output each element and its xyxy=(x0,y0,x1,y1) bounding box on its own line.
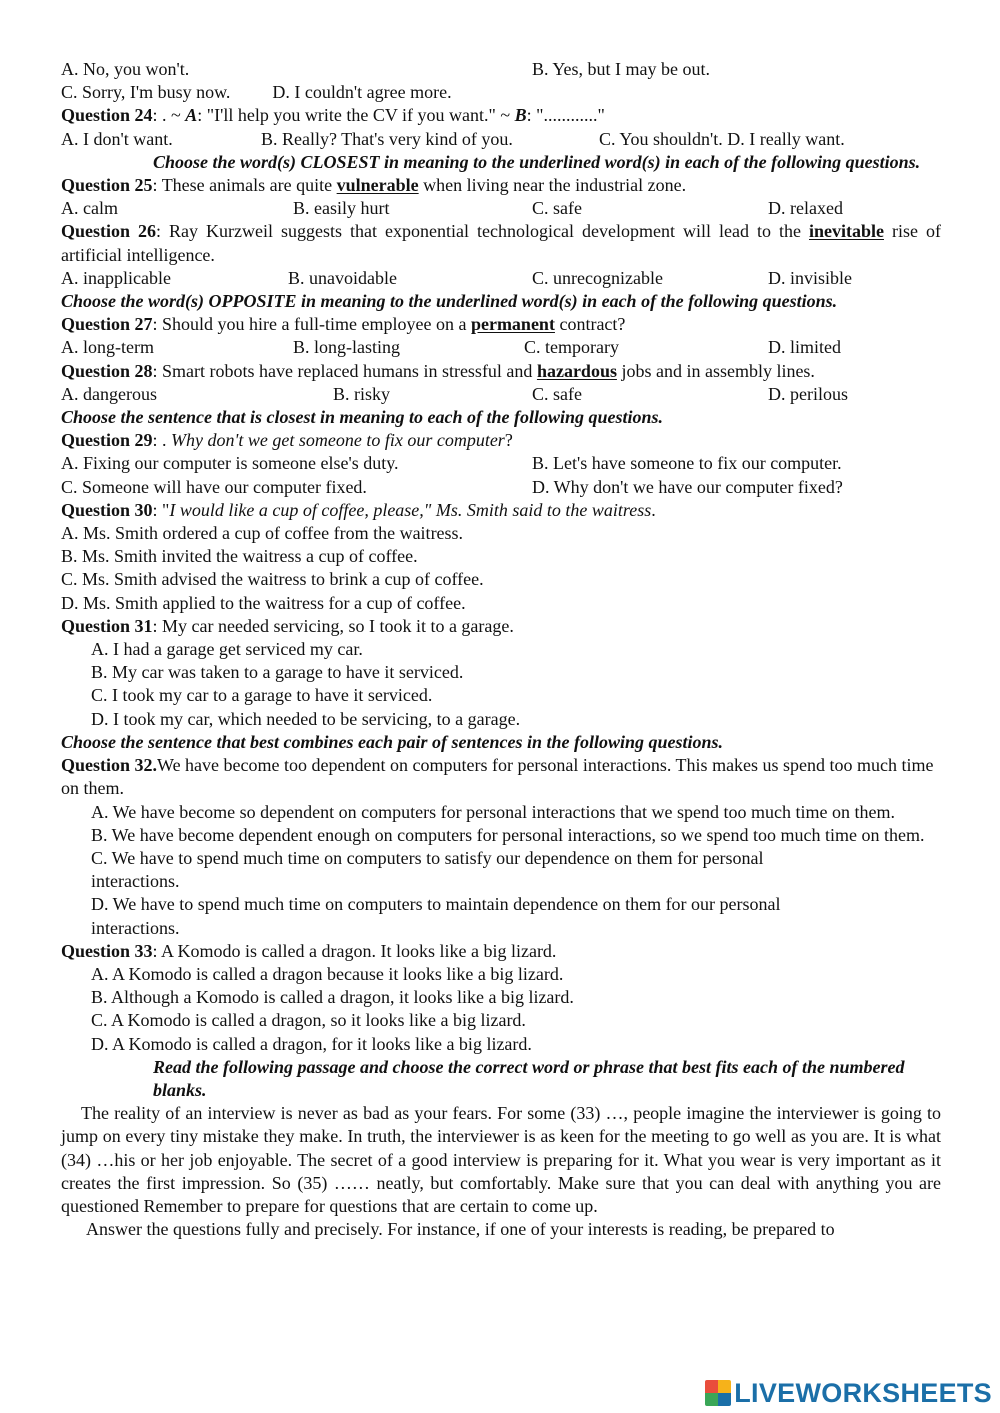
q29-option-b[interactable]: B. Let's have someone to fix our computer. xyxy=(532,453,842,474)
underlined-word: vulnerable xyxy=(336,175,419,196)
q32-stem xyxy=(61,754,941,800)
question-label: Question 26 xyxy=(61,221,157,242)
q28-stem xyxy=(61,360,941,383)
q29-text-2: ? xyxy=(504,430,513,451)
q25-stem xyxy=(61,174,941,197)
q25-option-d[interactable]: D. relaxed xyxy=(768,198,843,219)
question-label: Question 27 xyxy=(61,314,153,335)
q29-option-a[interactable]: A. Fixing our computer is someone else's duty. xyxy=(61,453,399,474)
instruction-opposite: Choose the word(s) OPPOSITE in meaning to the underlined word(s) in each of the following questions. xyxy=(61,291,838,312)
q33-option-d[interactable]: D. A Komodo is called a dragon, for it looks like a big lizard. xyxy=(91,1033,532,1054)
q30-option-c[interactable]: C. Ms. Smith advised the waitress to brink a cup of coffee. xyxy=(61,569,484,590)
q24-option-a[interactable]: A. I don't want. xyxy=(61,128,173,149)
q28-option-c[interactable]: C. safe xyxy=(532,383,582,404)
q30-text-2: . xyxy=(651,499,656,520)
q23-options-row2 xyxy=(61,81,941,104)
q27-options xyxy=(61,336,941,359)
q28-text-2: jobs and in assembly lines. xyxy=(616,360,815,381)
q23-option-b[interactable]: B. Yes, but I may be out. xyxy=(532,59,711,79)
q32-text: We have become too dependent on computers for personal interactions. This makes us spend too much time on them. xyxy=(61,755,934,799)
q30-italic-text: I would like a cup of coffee, please," Ms. Smith said to the waitress xyxy=(169,499,652,520)
liveworksheets-logo xyxy=(705,1378,992,1408)
q26-option-b[interactable]: B. unavoidable xyxy=(288,267,397,288)
q29-stem xyxy=(61,429,941,452)
q27-text-2: contract? xyxy=(554,314,626,335)
q27-option-a[interactable]: A. long-term xyxy=(61,337,154,358)
q33-option-a[interactable]: A. A Komodo is called a dragon because it looks like a big lizard. xyxy=(91,963,564,984)
q23-option-a[interactable]: A. No, you won't. xyxy=(61,59,190,79)
q28-option-d[interactable]: D. perilous xyxy=(768,383,848,404)
q24-options xyxy=(61,128,941,151)
q33-text: : A Komodo is called a dragon. It looks like a big lizard. xyxy=(152,940,557,961)
q26-text-1: : Ray Kurzweil suggests that exponential technological development will lead to the xyxy=(156,221,809,242)
q25-options xyxy=(61,197,941,220)
q29-options-row2 xyxy=(61,476,941,499)
q26-options xyxy=(61,267,941,290)
question-label: Question 29 xyxy=(61,430,153,451)
q30-option-a[interactable]: A. Ms. Smith ordered a cup of coffee from the waitress. xyxy=(61,523,464,544)
q29-text-1: : . xyxy=(152,430,172,451)
q28-option-a[interactable]: A. dangerous xyxy=(61,383,157,404)
q26-stem xyxy=(61,220,941,266)
question-label: Question 28 xyxy=(61,360,153,381)
q31-option-b[interactable]: B. My car was taken to a garage to have it serviced. xyxy=(91,662,464,683)
instruction-combine: Choose the sentence that best combines each pair of sentences in the following questions. xyxy=(61,731,724,752)
q32-option-c[interactable]: C. We have to spend much time on computers to satisfy our dependence on them for personal interactions. xyxy=(91,847,764,892)
q31-option-c[interactable]: C. I took my car to a garage to have it serviced. xyxy=(91,685,433,706)
q25-text-1: : These animals are quite xyxy=(152,175,337,196)
q31-option-d[interactable]: D. I took my car, which needed to be servicing, to a garage. xyxy=(91,708,521,729)
q32-option-a[interactable]: A. We have become so dependent on computers for personal interactions that we spend too much time on them. xyxy=(91,801,895,822)
question-label: Question 24 xyxy=(61,105,153,126)
q32-option-d[interactable]: D. We have to spend much time on computers to maintain dependence on them for our personal interactions. xyxy=(91,894,781,938)
q24-option-b[interactable]: B. Really? That's very kind of you. xyxy=(261,128,513,149)
underlined-word: inevitable xyxy=(809,221,884,242)
question-label: Question 32. xyxy=(61,755,158,776)
q27-option-d[interactable]: D. limited xyxy=(768,337,841,358)
speaker-b: B xyxy=(514,105,527,126)
q24-stem xyxy=(61,104,941,127)
q24-option-cd[interactable]: C. You shouldn't. D. I really want. xyxy=(599,128,845,149)
question-label: Question 30 xyxy=(61,499,153,520)
q24-text-2: : "I'll help you write the CV if you want." ~ xyxy=(197,105,515,126)
question-label: Question 31 xyxy=(61,615,153,636)
question-label: Question 25 xyxy=(61,175,153,196)
q29-options-row1 xyxy=(61,452,941,475)
logo-text: LIVEWORKSHEETS xyxy=(734,1377,992,1408)
q31-stem xyxy=(61,615,941,638)
q25-option-a[interactable]: A. calm xyxy=(61,198,118,219)
q28-option-b[interactable]: B. risky xyxy=(333,383,391,404)
q30-option-b[interactable]: B. Ms. Smith invited the waitress a cup of coffee. xyxy=(61,546,418,567)
instruction-closest: Choose the word(s) CLOSEST in meaning to the underlined word(s) in each of the following questions. xyxy=(153,151,921,172)
q28-options xyxy=(61,383,941,406)
q29-italic-text: Why don't we get someone to fix our computer xyxy=(171,430,505,451)
passage-paragraph-1: The reality of an interview is never as bad as your fears. For some (33) …, people imagine the interviewer is going to jump on every tiny mistake they make. In truth, the interviewer is as keen for the meeting to go well as you are. It is what (34) …his or her job enjoyable. The secret of a good interview is preparing for it. What you wear is very important as it creates the first impression. So (35) …… neatly, but comfortably. Make sure that you can deal with anything you are questioned Remember to prepare for questions that are certain to come up. xyxy=(61,1103,941,1216)
logo-grid-icon xyxy=(705,1380,731,1406)
speaker-a: A xyxy=(185,105,198,126)
q23-option-d[interactable]: D. I couldn't agree more. xyxy=(272,82,452,103)
worksheet-page xyxy=(61,58,941,1241)
passage-paragraph-2: Answer the questions fully and precisely. For instance, if one of your interests is reading, be prepared to xyxy=(86,1219,835,1240)
q28-text-1: : Smart robots have replaced humans in stressful and xyxy=(152,360,537,381)
underlined-word: hazardous xyxy=(536,360,617,381)
q32-option-b[interactable]: B. We have become dependent enough on computers for personal interactions, so we spend too much time on them. xyxy=(91,824,925,845)
q23-option-c[interactable]: C. Sorry, I'm busy now. xyxy=(61,82,231,103)
q29-option-c[interactable]: C. Someone will have our computer fixed. xyxy=(61,476,367,497)
q26-option-a[interactable]: A. inapplicable xyxy=(61,267,171,288)
q30-text-1: : " xyxy=(152,499,170,520)
q24-text-3: : "............" xyxy=(526,105,605,126)
q24-text-1: : . ~ xyxy=(152,105,186,126)
q25-option-c[interactable]: C. safe xyxy=(532,198,582,219)
q33-option-c[interactable]: C. A Komodo is called a dragon, so it looks like a big lizard. xyxy=(91,1010,526,1031)
q30-option-d[interactable]: D. Ms. Smith applied to the waitress for a cup of coffee. xyxy=(61,592,466,613)
q27-text-1: : Should you hire a full-time employee on a xyxy=(152,314,471,335)
q26-text-2: rise of artificial intelligence. xyxy=(61,221,942,265)
underlined-word: permanent xyxy=(470,314,555,335)
q30-stem xyxy=(61,499,941,522)
instruction-passage: Read the following passage and choose the correct word or phrase that best fits each of the numbered blanks. xyxy=(153,1056,905,1100)
instruction-meaning: Choose the sentence that is closest in meaning to each of the following questions. xyxy=(61,407,664,428)
q33-option-b[interactable]: B. Although a Komodo is called a dragon, it looks like a big lizard. xyxy=(91,987,574,1008)
q25-text-2: when living near the industrial zone. xyxy=(418,175,687,196)
q27-option-c[interactable]: C. temporary xyxy=(524,337,619,358)
q27-stem xyxy=(61,313,941,336)
q29-option-d[interactable]: D. Why don't we have our computer fixed? xyxy=(532,476,843,497)
q27-option-b[interactable]: B. long-lasting xyxy=(293,337,400,358)
q26-option-d[interactable]: D. invisible xyxy=(768,267,852,288)
q31-text: : My car needed servicing, so I took it to a garage. xyxy=(152,615,514,636)
q25-option-b[interactable]: B. easily hurt xyxy=(293,198,390,219)
q31-option-a[interactable]: A. I had a garage get serviced my car. xyxy=(91,639,363,660)
q33-stem xyxy=(61,940,941,963)
q23-options-row1 xyxy=(61,58,941,81)
q26-option-c[interactable]: C. unrecognizable xyxy=(532,267,663,288)
question-label: Question 33 xyxy=(61,940,153,961)
